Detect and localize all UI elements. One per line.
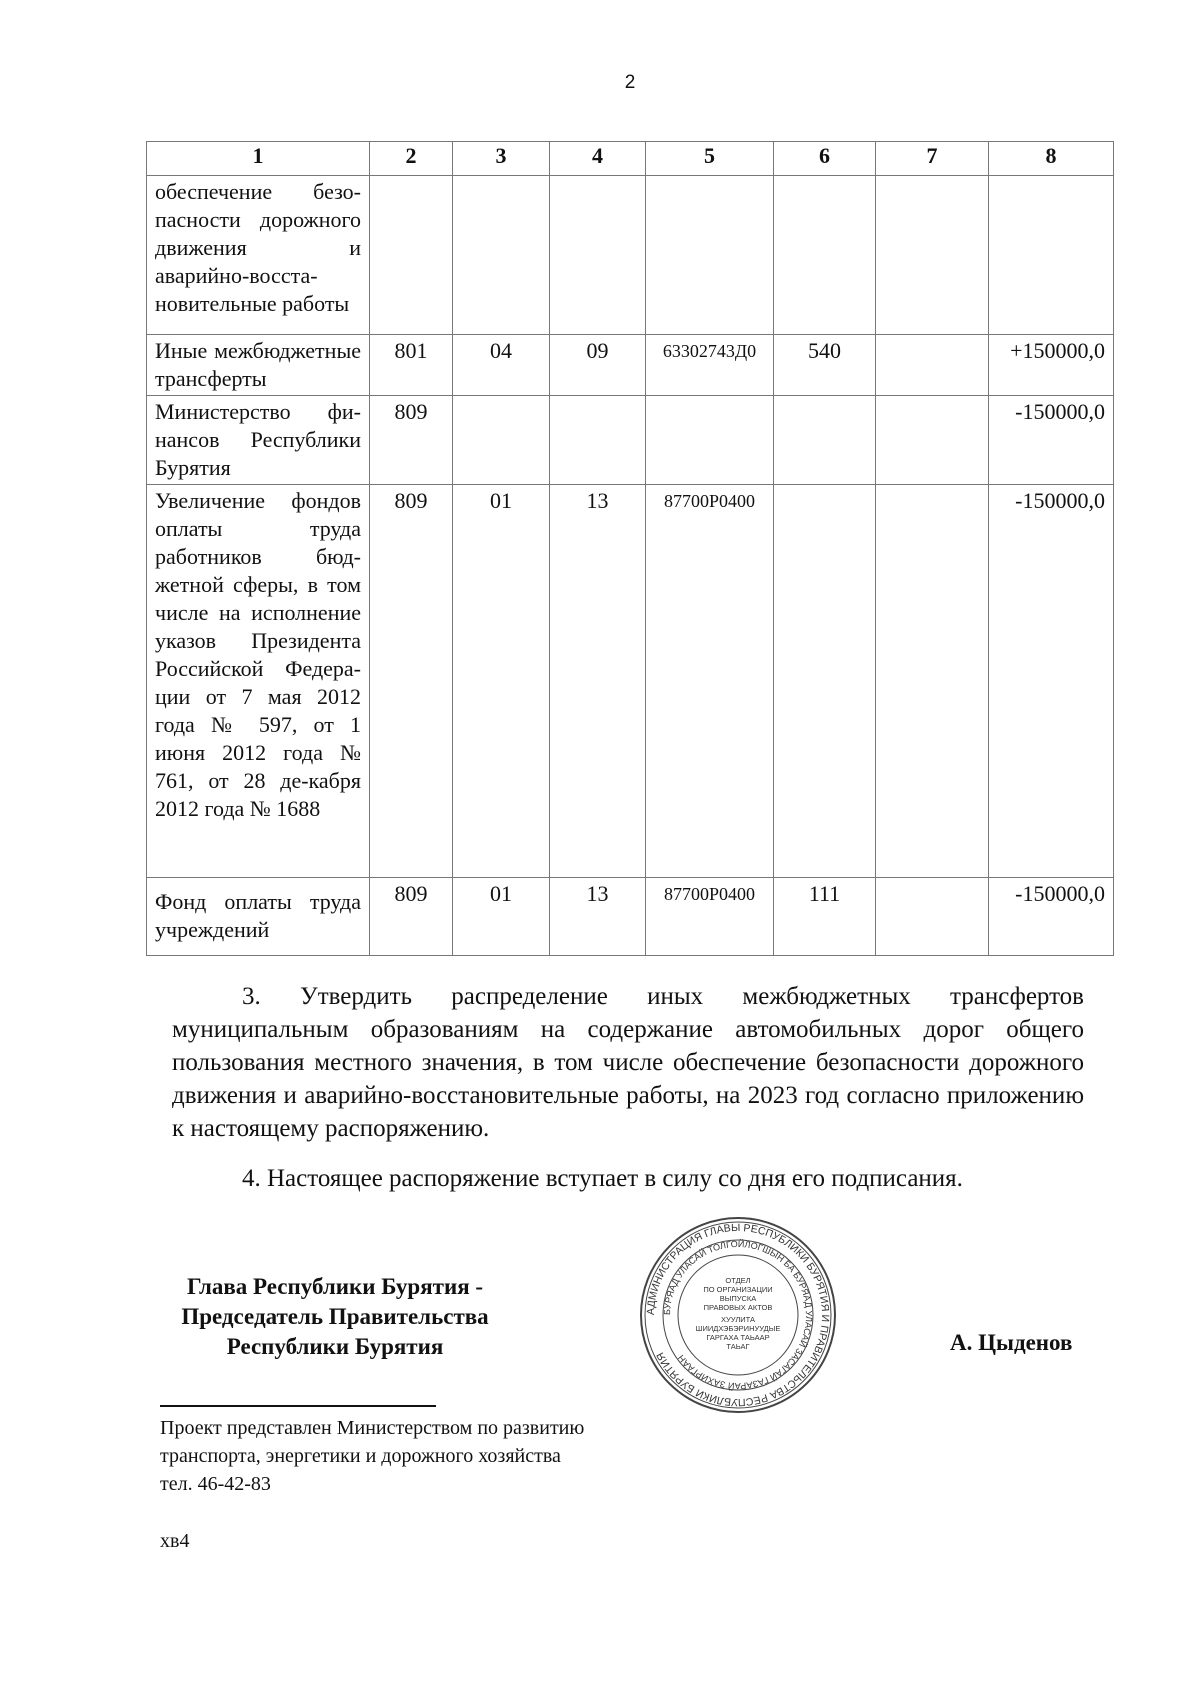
table-row [147, 335, 1114, 396]
column-header: 2 [370, 142, 453, 176]
row-description: Увеличение фондов оплаты труда работников бюджетной сферы, в том числе на исполнение указов Президента Российской Федерации от 7 мая 2012 года № 597, от 1 июня 2012 года № 761, от 28 де-кабря 2012 года № 1688 [147, 485, 370, 878]
paragraph-3: 3. Утвердить распределение иных межбюджетных трансфертов муниципальным образованиям на содержание автомобильных дорог общего пользования местного значения, в том числе обеспечение безопасности дорожного движения и аварийно-восстановительные работы, на 2023 год согласно приложению к настоящему распоряжению. [172, 983, 1084, 1142]
cell-col7 [876, 485, 989, 878]
cell-ministry-code [370, 176, 453, 335]
cell-ministry-code: 809 [370, 485, 453, 878]
paragraph-4: 4. Настоящее распоряжение вступает в силу со дня его подписания. [242, 1165, 963, 1192]
seal-center-line: ХУУЛИТА [721, 1315, 755, 1324]
footnote [160, 1414, 584, 1498]
cell-expense-type [774, 485, 876, 878]
cell-expense-type: 540 [774, 335, 876, 396]
cell-amount: +150000,0 [989, 335, 1114, 396]
cell-subsection [550, 176, 646, 335]
column-header: 5 [646, 142, 774, 176]
cell-amount: -150000,0 [989, 396, 1114, 485]
column-header: 3 [453, 142, 550, 176]
cell-amount [989, 176, 1114, 335]
cell-col7 [876, 176, 989, 335]
seal-center-line: ПРАВОВЫХ АКТОВ [703, 1303, 773, 1312]
seal-center-line: ГАРГАХА ТАЬААР [706, 1333, 770, 1342]
cell-expense-type [774, 176, 876, 335]
cell-ministry-code: 809 [370, 878, 453, 956]
budget-table [146, 141, 1114, 956]
cell-subsection: 13 [550, 878, 646, 956]
table-row [147, 176, 1114, 335]
column-header: 7 [876, 142, 989, 176]
signatory-title-line: Председатель Правительства [181, 1304, 489, 1329]
cell-amount: -150000,0 [989, 485, 1114, 878]
seal-outer-text: АДМИНИСТРАЦИЯ ГЛАВЫ РЕСПУБЛИКИ БУРЯТИЯ И ПРАВИТЕЛЬСТВА РЕСПУБЛИКИ БУРЯТИЯ [644, 1221, 832, 1409]
signatory-name: А. Цыденов [950, 1330, 1073, 1355]
row-description: Министерство финансов Республики Бурятия [147, 396, 370, 485]
seal-center-line: ТАЬАГ [726, 1342, 750, 1351]
cell-col7 [876, 396, 989, 485]
cell-subsection: 13 [550, 485, 646, 878]
cell-ministry-code: 809 [370, 396, 453, 485]
seal-center-line: ПО ОРГАНИЗАЦИИ [703, 1285, 773, 1294]
footnote-line: Проект представлен Министерством по развитию [160, 1417, 585, 1439]
cell-ministry-code: 801 [370, 335, 453, 396]
seal-center-line: ВЫПУСКА [719, 1294, 757, 1303]
cell-subsection [550, 396, 646, 485]
seal-inner-text: БУРЯАД УЛАСАЙ ТОЛГОЙЛОГШЫН БА БУРЯАД УЛАСАЙ ЗАСАГАЙ ГАЗАРАЙ ЗАХИРГААН [661, 1238, 815, 1392]
footnote-line: тел. 46-42-83 [160, 1473, 271, 1495]
cell-target-article: 63302743Д0 [646, 335, 774, 396]
footnote-line: транспорта, энергетики и дорожного хозяйства [160, 1445, 561, 1467]
cell-col7 [876, 878, 989, 956]
row-description: Фонд оплаты труда учреждений [147, 878, 370, 956]
signatory-title [150, 1272, 520, 1362]
cell-amount: -150000,0 [989, 878, 1114, 956]
cell-section: 04 [453, 335, 550, 396]
document-code: хв4 [160, 1530, 190, 1552]
cell-section [453, 396, 550, 485]
table-row [147, 485, 1114, 878]
table-row [147, 878, 1114, 956]
page-number: 2 [624, 72, 636, 93]
cell-section [453, 176, 550, 335]
cell-expense-type [774, 396, 876, 485]
column-header: 6 [774, 142, 876, 176]
footnote-divider [160, 1405, 436, 1407]
official-seal [638, 1215, 838, 1415]
cell-target-article: 87700P0400 [646, 878, 774, 956]
cell-section: 01 [453, 878, 550, 956]
cell-subsection: 09 [550, 335, 646, 396]
signatory-title-line: Республики Бурятия [226, 1334, 444, 1359]
seal-center-line: ШИИДХЭБЭРИНУУДЫЕ [695, 1324, 781, 1333]
row-description: Иные межбюджетные трансферты [147, 335, 370, 396]
column-header: 8 [989, 142, 1114, 176]
row-description: обеспечение безопасности дорожного движения и аварийно-восстановительные работы [147, 176, 370, 335]
cell-col7 [876, 335, 989, 396]
cell-target-article [646, 176, 774, 335]
cell-target-article: 87700P0400 [646, 485, 774, 878]
cell-expense-type: 111 [774, 878, 876, 956]
cell-target-article [646, 396, 774, 485]
seal-center-line: ОТДЕЛ [725, 1276, 751, 1285]
column-header: 4 [550, 142, 646, 176]
signatory-title-line: Глава Республики Бурятия - [186, 1274, 484, 1299]
cell-section: 01 [453, 485, 550, 878]
table-row [147, 396, 1114, 485]
column-header: 1 [147, 142, 370, 176]
table-header-row [147, 142, 1114, 176]
